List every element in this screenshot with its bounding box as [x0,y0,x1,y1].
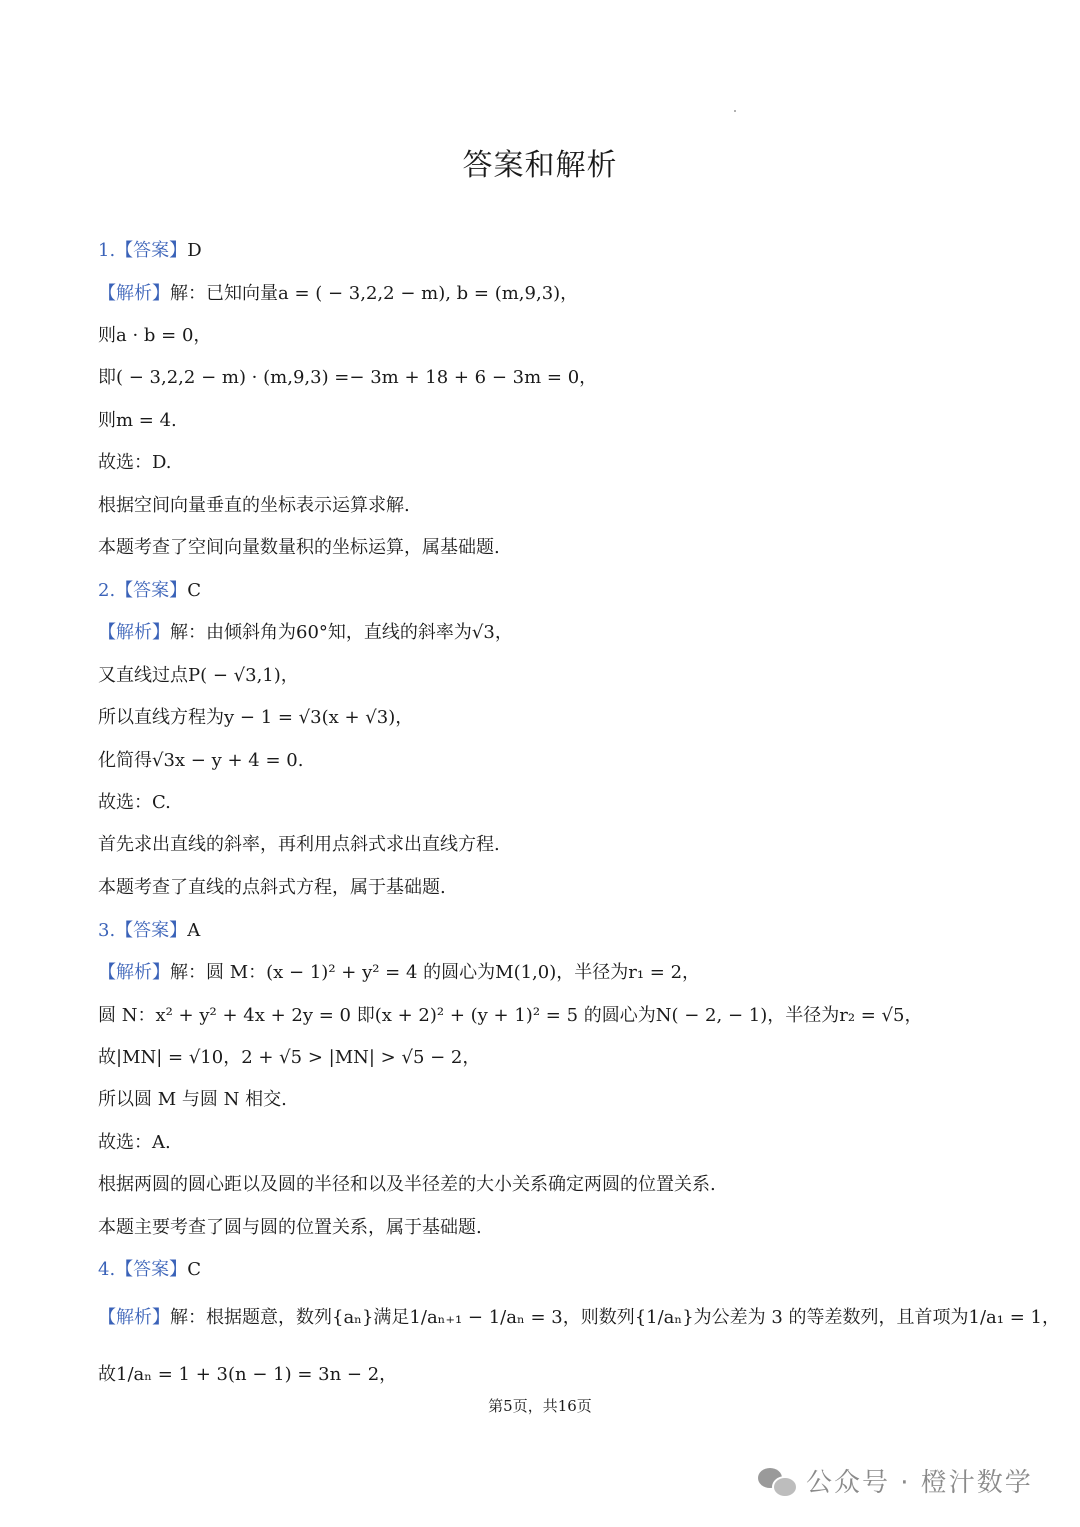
q3-line1: 【解析】解：圆 M：(x − 1)² + y² = 4 的圆心为M(1,0)，半径为r₁ = 2， [98,962,701,983]
q2-answer: 2.【答案】C [98,580,201,601]
page-footer: 第5页，共16页 [488,1397,592,1415]
q1-line4: 则m = 4. [98,410,177,431]
q1-line6: 根据空间向量垂直的坐标表示运算求解. [98,495,410,516]
q4-answer: 4.【答案】C [98,1259,201,1280]
q1-line3: 即( − 3,2,2 − m) · (m,9,3) =− 3m + 18 + 6 − 3m = 0， [98,367,598,388]
q3-line5: 故选：A. [98,1132,171,1153]
section-label: 3.【答案】 [98,920,188,941]
q2-line2: 又直线过点P( − √3,1)， [98,665,299,686]
q2-line4: 化简得√3x − y + 4 = 0. [98,750,304,771]
q3-line6: 根据两圆的圆心距以及圆的半径和以及半径差的大小关系确定两圆的位置关系. [98,1174,716,1195]
section-label: 1.【答案】 [98,240,188,261]
q2-line5: 故选：C. [98,792,171,813]
q1-line2: 则a · b = 0， [98,325,212,346]
q1-line7: 本题考查了空间向量数量积的坐标运算，属基础题. [98,537,500,558]
watermark [758,1462,1033,1499]
q3-line2: 圆 N：x² + y² + 4x + 2y = 0 即(x + 2)² + (y + 1)² = 5 的圆心为N( − 2, − 1)，半径为r₂ = √5， [98,1005,923,1026]
q1-answer: 1.【答案】D [98,240,202,261]
q2-line6: 首先求出直线的斜率，再利用点斜式求出直线方程. [98,834,500,855]
q1-line5: 故选：D. [98,452,172,473]
q3-answer: 3.【答案】A [98,920,201,941]
section-label: 2.【答案】 [98,580,188,601]
section-label: 4.【答案】 [98,1259,188,1280]
q4-line1: 【解析】解：根据题意，数列{aₙ}满足1/aₙ₊₁ − 1/aₙ = 3，则数列{1/aₙ}为公差为 3 的等差数列，且首项为1/a₁ = 1， [98,1307,1060,1328]
q3-line7: 本题主要考查了圆与圆的位置关系，属于基础题. [98,1217,482,1238]
watermark-text: 公众号 · 橙汁数学 [806,1468,1033,1498]
speck [734,110,736,112]
q3-line3: 故|MN| = √10，2 + √5 > |MN| > √5 − 2， [98,1047,481,1068]
section-label: 【解析】 [98,622,170,643]
wechat-icon [758,1466,796,1496]
page-title: 答案和解析 [462,148,618,183]
section-label: 【解析】 [98,1307,170,1328]
q4-line2: 故1/aₙ = 1 + 3(n − 1) = 3n − 2， [98,1364,398,1385]
q2-line3: 所以直线方程为y − 1 = √3(x + √3)， [98,707,414,728]
q3-line4: 所以圆 M 与圆 N 相交. [98,1089,287,1110]
q2-line1: 【解析】解：由倾斜角为60°知，直线的斜率为√3， [98,622,513,643]
q1-line1: 【解析】解：已知向量a = ( − 3,2,2 − m), b = (m,9,3)， [98,283,579,304]
section-label: 【解析】 [98,962,170,983]
section-label: 【解析】 [98,283,170,304]
q2-line7: 本题考查了直线的点斜式方程，属于基础题. [98,877,446,898]
